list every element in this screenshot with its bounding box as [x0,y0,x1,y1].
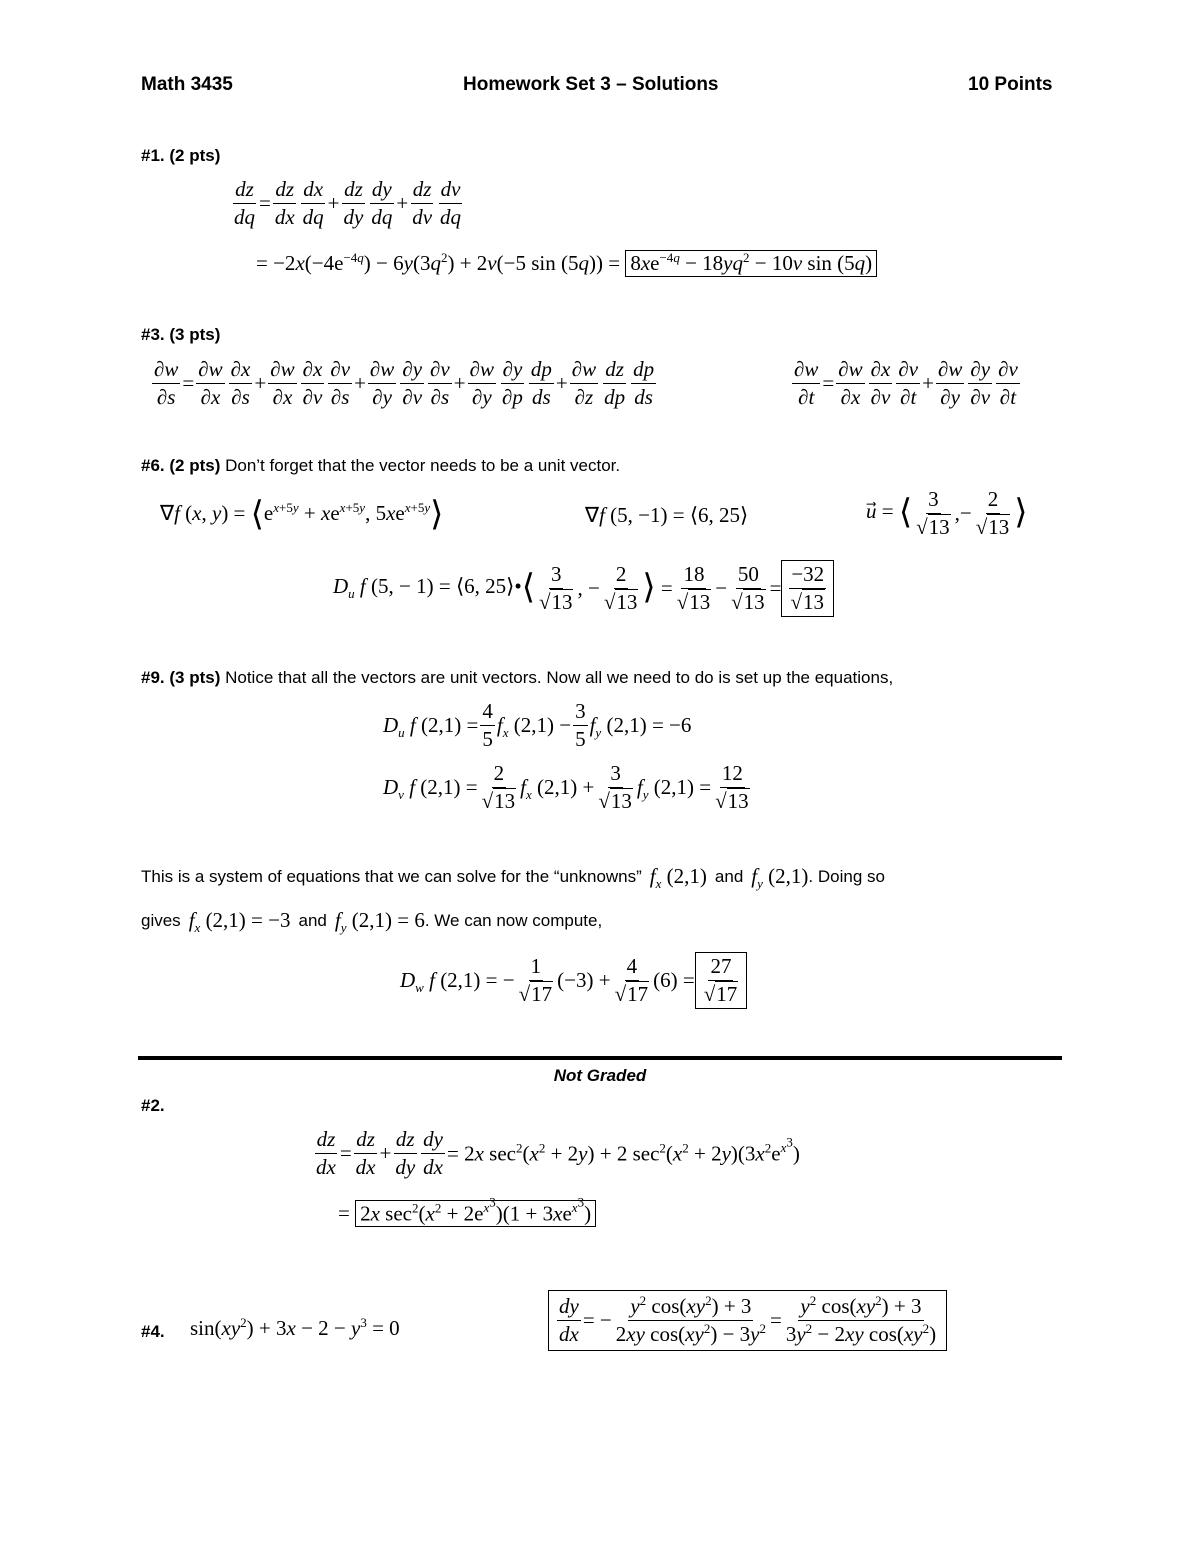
problem-2-eq2: = 2x $\sec^2(x^2 + 2e^{x^3})(1 + 3xe^{x^3})$ [338,1200,596,1227]
problem-4-answer: $\frac{dy}{dx}$ = − $\frac{y^2 \cos(xy^2) + 3}{2xy \cos(xy^2) - 3y^2}$ = $\frac{y^2 \cos(xy^2) + 3}{3y^2 - 2xy \cos(xy^2)}$ [548,1290,947,1351]
text-compute: . We can now compute, [424,910,603,930]
problem-3-label: #3. (3 pts) [141,325,221,344]
problem-6-unit-vector: u⃗ = ⟨ $\frac{3}{√13}$ ,− $\frac{2}{√13}$ ⟩ [866,487,1028,540]
text-doing-so: . Doing so [808,866,885,886]
text-and-1: and [714,866,744,886]
problem-1-answer: $8xe^{-4q} - 18yq^2 - 10v$ sin (5q) [625,250,877,277]
text-and-2: and [298,910,327,930]
problem-9-header [141,668,893,688]
problem-4-label: #4. [141,1322,165,1341]
problem-9-answer: $\frac{27}{√17}$ [695,952,748,1009]
problem-4-equation: $\sin(xy^2) + 3x - 2 - y^3 = 0$ [190,1315,400,1340]
text-gives: gives [141,910,181,930]
problem-6-note: Don’t forget that the vector needs to be a unit vector. [225,456,621,475]
problem-3-eq-ds: $\frac{\partial w}{\partial s}$ = $\frac{\partial w}{\partial x}$ $\frac{\partial x}{\partial s}$ + $\frac{\partial w}{\partial x}$ $\frac{\partial x}{\partial v}$ $\frac{\partial v}{\partial s}$ + $\frac{\partial w}{\partial y}$ $\frac{\partial y}{\partial v}$ $\frac{\partial v}{\partial s}$ + $\frac{\partial w}{\partial y}$ $\frac{\partial y}{\partial p}$ $\frac{dp}{ds}$ + $\frac{\partial w}{\partial z}$ $\frac{dz}{dp}$ $\frac{dp}{ds}$ [154,357,655,410]
problem-6-gradient-value: ∇f (5, −1) = ⟨6, 25⟩ [585,503,749,527]
problem-6-header [141,456,620,476]
problem-2-label: #2. [141,1096,165,1115]
problem-2-answer: 2x $\sec^2(x^2 + 2e^{x^3})(1 + 3xe^{x^3})$ [355,1200,596,1227]
points-total: 10 Points [968,74,1053,95]
problem-1-eq1: $\frac{dz}{dq}$ = $\frac{dz}{dx}$ $\frac{dx}{dq}$ + $\frac{dz}{dy}$ $\frac{dy}{dq}$ + $\frac{dz}{dv}$ $\frac{dv}{dq}$ [234,177,462,230]
problem-6-label: #6. (2 pts) [141,456,221,475]
problem-9-eq2: $D_v$ f (2,1) = $\frac{2}{√13}$ $f_x$ (2,1) + $\frac{3}{√13}$ $f_y$ (2,1) = $\frac{12}{√13}$ [383,761,749,814]
problem-3-eq-dt: $\frac{\partial w}{\partial t}$ = $\frac{\partial w}{\partial x}$ $\frac{\partial x}{\partial v}$ $\frac{\partial v}{\partial t}$ + $\frac{\partial w}{\partial y}$ $\frac{\partial y}{\partial v}$ $\frac{\partial v}{\partial t}$ [794,357,1018,410]
problem-6-answer: $\frac{-32}{√13}$ [781,560,834,617]
course-name: Math 3435 [141,74,233,95]
problem-9-text-line2: gives $f_x$ (2,1) = −3 and $f_y$ (2,1) = 6 . We can now compute, [141,908,603,936]
text-unknowns: This is a system of equations that we can solve for the “unknowns” [141,866,642,886]
problem-6-gradient: ∇f (x, $y) = ⟨e^{x+5y} + xe^{x+5y}$, $5xe^{x+5y}⟩$ [160,496,444,533]
not-graded-heading: Not Graded [553,1066,647,1085]
problem-9-label: #9. (3 pts) [141,668,221,687]
problem-6-directional-derivative: $D_u$ f (5, − 1) = ⟨6, 25⟩•⟨ $\frac{3}{√13}$ , − $\frac{2}{√13}$ ⟩ = $\frac{18}{√13}$ − $\frac{50}{√13}$ = $\frac{-32}{√13}$ [333,560,834,617]
problem-9-note: Notice that all the vectors are unit vectors. Now all we need to do is set up the equations, [225,668,894,687]
page-title: Homework Set 3 – Solutions [463,74,719,95]
section-divider [138,1056,1062,1060]
problem-1-eq2: = $-2x(-4e^{-4q}) - 6y(3q^2) + 2v(-5$ sin (5q)) = $8xe^{-4q} - 18yq^2 - 10v$ sin (5q) [256,250,877,277]
problem-1-label: #1. (2 pts) [141,146,221,165]
problem-2-eq1: $\frac{dz}{dx}$ = $\frac{dz}{dx}$ + $\frac{dz}{dy}$ $\frac{dy}{dx}$ = 2x $\sec^2(x^2 + 2y) + 2$ $\sec^2(x^2 + 2y)(3x^2e^{x^3})$ [316,1127,800,1180]
problem-9-text-line1: This is a system of equations that we can solve for the “unknowns” $f_x$ (2,1) and $f_y$ (2,1) . Doing so [141,864,885,892]
problem-9-final: $D_w$ f (2,1) = − $\frac{1}{√17}$ (−3) + $\frac{4}{√17}$ (6) = $\frac{27}{√17}$ [400,952,747,1009]
problem-9-eq1: $D_u$ f (2,1) = $\frac{4}{5}$ $f_x$ (2,1) − $\frac{3}{5}$ $f_y$ (2,1) = −6 [383,699,692,752]
